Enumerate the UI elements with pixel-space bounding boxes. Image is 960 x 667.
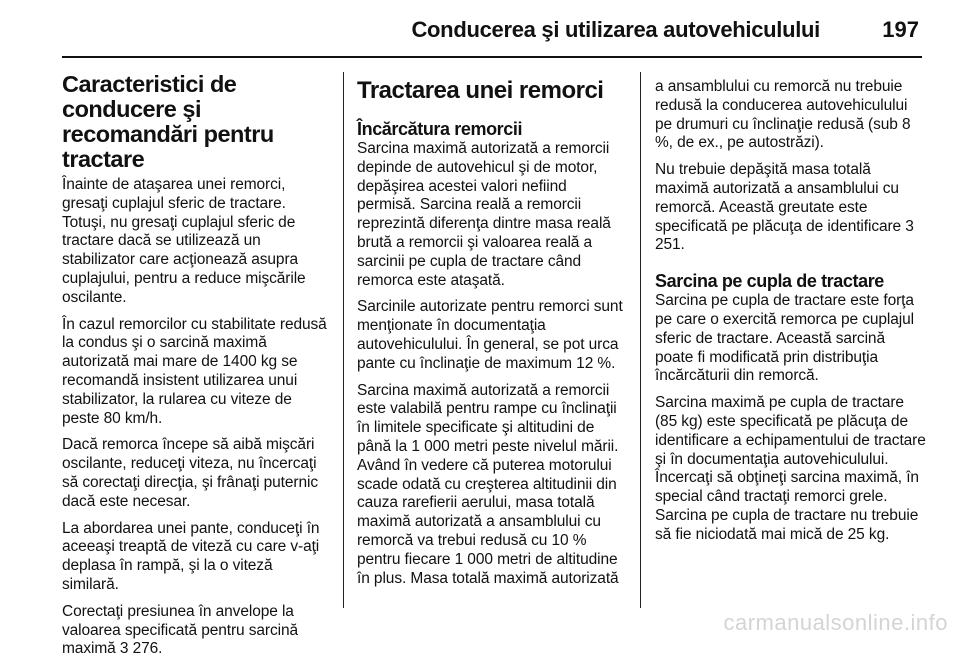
page-header bbox=[0, 0, 960, 56]
paragraph: Sarcinile autorizate pentru remorci sunt menţionate în documentaţia autovehiculului. În general, se pot urca pante cu înclinaţie de maximum 12 %. bbox=[357, 298, 623, 372]
subheading-trailer-load: Încărcătura remorcii bbox=[357, 119, 523, 139]
watermark: carmanualsonline.info bbox=[723, 610, 948, 635]
running-header-title: Conducerea şi utilizarea autovehiculului bbox=[411, 17, 820, 42]
subheading-tow-bar-load: Sarcina pe cupla de tractare bbox=[655, 271, 884, 292]
page-number: 197 bbox=[882, 17, 919, 42]
column-divider-2 bbox=[640, 72, 641, 608]
paragraph: Sarcina maximă autorizată a remorcii este valabilă pentru rampe cu înclinaţii în limitele specificate şi altitudini de până la 1 000 metri peste nivelul mării. Având în vedere că puterea motorului scade odată cu creşterea altitudinii din cauza rarefierii aerului, masa totală maximă autorizată a ansamblului cu remorcă va trebui redusă cu 10 % pentru fiecare 1 000 metri de altitudine în plus. Masa totală maximă autorizată bbox=[357, 381, 619, 587]
paragraph: a ansamblului cu remorcă nu trebuie redusă la conducerea autovehiculului pe drumuri cu înclinaţie redusă (sub 8 %, de ex., pe autostrăzi). bbox=[655, 78, 911, 152]
column-1 bbox=[62, 72, 330, 667]
paragraph: La abordarea unei pante, conduceţi în aceeaşi treaptă de viteză cu care v-aţi deplasa în rampă, şi la o viteză similară. bbox=[62, 519, 320, 593]
section-heading-driving-characteristics: Caracteristici de conducere şi recomandări pentru tractare bbox=[62, 71, 274, 172]
paragraph: Sarcina maximă autorizată a remorcii depinde de autovehicul şi de motor, depăşirea acestei valori nefiind permisă. Sarcina reală a remorcii reprezintă diferenţa dintre masa reală brută a remorcii şi valoarea reală a sarcinii pe cupla de tractare când remorca este ataşată. bbox=[357, 140, 611, 289]
paragraph: Sarcina maximă pe cupla de tractare (85 kg) este specificată pe plăcuţa de identificare a echipamentului de tractare şi în documentaţia autovehiculului. Încercaţi să obţineţi sarcina maximă, în special când tractaţi remorci grele. Sarcina pe cupla de tractare nu trebuie să fie niciodată mai mică de 25 kg. bbox=[655, 394, 926, 543]
paragraph: Sarcina pe cupla de tractare este forţa pe care o exercită remorca pe cuplajul sferic de tractare. Această sarcină poate fi modificată prin distribuţia încărcăturii din remorcă. bbox=[655, 292, 914, 385]
paragraph: În cazul remorcilor cu stabilitate redusă la condus şi o sarcină maximă autorizată mai mare de 1400 kg se recomandă insistent utilizarea unui stabilizator, la rularea cu viteze de peste 80 km/h. bbox=[62, 315, 327, 427]
paragraph: Dacă remorca începe să aibă mişcări oscilante, reduceţi viteza, nu încercaţi să corectaţi direcţia, şi frânaţi puternic dacă este necesar. bbox=[62, 436, 318, 510]
section-heading-towing-trailer: Tractarea unei remorci bbox=[357, 77, 604, 104]
paragraph: Corectaţi presiunea în anvelope la valoarea specificată pentru sarcină maximă 3 276. bbox=[62, 602, 299, 658]
column-3 bbox=[655, 78, 927, 553]
paragraph: Nu trebuie depăşită masa totală maximă autorizată a ansamblului cu remorcă. Această greutate este specificată pe plăcuţa de identificare 3 251. bbox=[655, 161, 914, 254]
header-rule bbox=[62, 56, 922, 58]
column-divider-1 bbox=[343, 72, 344, 608]
column-2 bbox=[357, 78, 627, 596]
paragraph: Înainte de ataşarea unei remorci, gresaţi cuplajul sferic de tractare. Totuşi, nu gresaţi cuplajul sferic de tractare dacă se utilizează un stabilizator care acţionează asupra cuplajului, pentru a reduce mişcările oscilante. bbox=[62, 176, 306, 306]
